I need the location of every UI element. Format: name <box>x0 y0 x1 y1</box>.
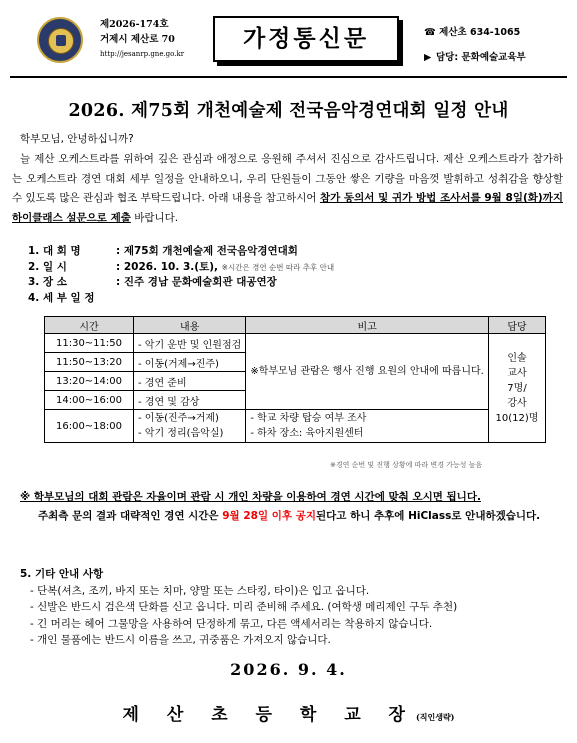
issue-date: 2026. 9. 4. <box>230 660 347 679</box>
list-item: - 신발은 반드시 검은색 단화를 신고 옵니다. 미리 준비해 주세요. (여학생 메리제인 구두 추천) <box>30 601 458 613</box>
intro-end: 바랍니다. <box>130 211 179 224</box>
col-note: 비고 <box>246 317 489 334</box>
list-item: - 긴 머리는 헤어 그물망을 사용하여 단정하게 묶고, 다른 액세서리는 착용하지 않습니다. <box>30 617 433 630</box>
info-row: 2. 일 시 : 2026. 10. 3.(토), ※시간은 경연 순번 따라 추후 안내 <box>28 260 335 273</box>
phone-number: ☎ 제산초 634-1065 <box>424 27 521 38</box>
spectator-note: ※학부모님 관람은 행사 진행 요원의 안내에 따릅니다. <box>246 334 489 410</box>
other-info-heading: 5. 기타 안내 사항 <box>20 568 104 580</box>
school-url[interactable]: http://jesanrp.gne.go.kr <box>100 50 185 58</box>
department: 담당: 문화예술교육부 <box>436 52 526 63</box>
info-row: 1. 대 회 명 : 제75회 개천예술제 전국음악경연대회 <box>28 245 298 257</box>
table-row: 11:50~13:20 - 이동(거제→진주) <box>45 353 546 372</box>
warning-notice <box>20 488 565 526</box>
schedule-footnote: ※경연 순번 및 진행 상황에 따라 변경 가능성 높음 <box>330 461 483 469</box>
header-divider <box>10 76 567 78</box>
arrow-icon: ▶ <box>424 52 432 63</box>
schedule-table <box>44 316 546 443</box>
signature: 제 산 초 등 학 교 장(직인생략) <box>122 705 455 725</box>
staff-cell: 인솔 교사 7명/ 강사 10(12)명 <box>489 334 546 443</box>
table-row: 14:00~16:00 - 경연 및 감상 <box>45 391 546 410</box>
issue-number: 제2026-174호 <box>100 19 169 30</box>
issue-block <box>100 17 184 62</box>
warning-line-1: ※ 학부모님의 대회 관람은 자율이며 관람 시 개인 차량을 이용하여 경연 시간에 맞춰 오시면 됩니다. <box>20 491 481 503</box>
greeting: 학부모님, 안녕하십니까? <box>20 133 134 145</box>
list-item: - 개인 물품에는 반드시 이름을 쓰고, 귀중품은 가져오지 않습니다. <box>30 634 331 646</box>
newsletter-title: 가정통신문 <box>213 16 399 62</box>
info-row: 4. 세 부 일 정 <box>28 291 95 304</box>
announce-date: 9월 28일 이후 공지 <box>222 510 316 522</box>
event-info <box>28 244 334 306</box>
intro-text: 늘 제산 오케스트라를 위하여 깊은 관심과 애정으로 응원해 주셔서 진심으로 감사드립니다. 제산 오케스트라가 참가하는 오케스트라 경연 대회 세부 일정을 안내하오니, 우리 단원들이 그동안 쌓은 기량을 마음껏 발휘하고 성취감을 향상할 수 있도록 많은 관심과 협조 부탁드립니다. 아래 내용을 참고하시어 <box>12 153 563 204</box>
info-row: 3. 장 소 : 진주 경남 문화예술회관 대공연장 <box>28 276 277 288</box>
col-time: 시간 <box>45 317 134 334</box>
school-emblem-icon <box>37 17 83 63</box>
other-info <box>20 566 457 649</box>
table-row: 16:00~18:00 - 이동(진주→거제) - 악기 정리(음악실) - 학교 차량 탑승 여부 조사 - 하차 장소: 육아지원센터 <box>45 410 546 443</box>
table-row: 11:30~11:50 - 악기 운반 및 인원점검 ※학부모님 관람은 행사 진행 요원의 안내에 따릅니다. 인솔 교사 7명/ 강사 10(12)명 <box>45 334 546 353</box>
contact-block <box>424 20 574 70</box>
list-item: - 단복(셔츠, 조끼, 바지 또는 치마, 양말 또는 스타킹, 타이)은 입고 옵니다. <box>30 584 370 597</box>
col-staff: 담당 <box>489 317 546 334</box>
school-address: 거제시 제산로 70 <box>100 34 175 45</box>
col-content: 내용 <box>134 317 246 334</box>
header <box>10 10 567 72</box>
page-title: 2026. 제75회 개천예술제 전국음악경연대회 일정 안내 <box>68 101 509 121</box>
table-row: 13:20~14:00 - 경연 준비 <box>45 372 546 391</box>
intro-emphasis: 참가 동의서 및 귀가 방법 조사서를 9월 8일(화)까지 하이클래스 설문으로 제출 <box>12 192 563 224</box>
intro-paragraph <box>12 150 563 228</box>
table-header-row <box>45 317 546 334</box>
transport-note: - 학교 차량 탑승 여부 조사 - 하차 장소: 육아지원센터 <box>246 410 489 443</box>
warning-line-2: 주최측 문의 결과 대략적인 경연 시간은 9월 28일 이후 공지된다고 하니 추후에 HiClass로 안내하겠습니다. <box>38 510 541 522</box>
seal-omitted-note: (직인생략) <box>415 712 455 722</box>
time-note: ※시간은 경연 순번 따라 추후 안내 <box>221 262 335 272</box>
